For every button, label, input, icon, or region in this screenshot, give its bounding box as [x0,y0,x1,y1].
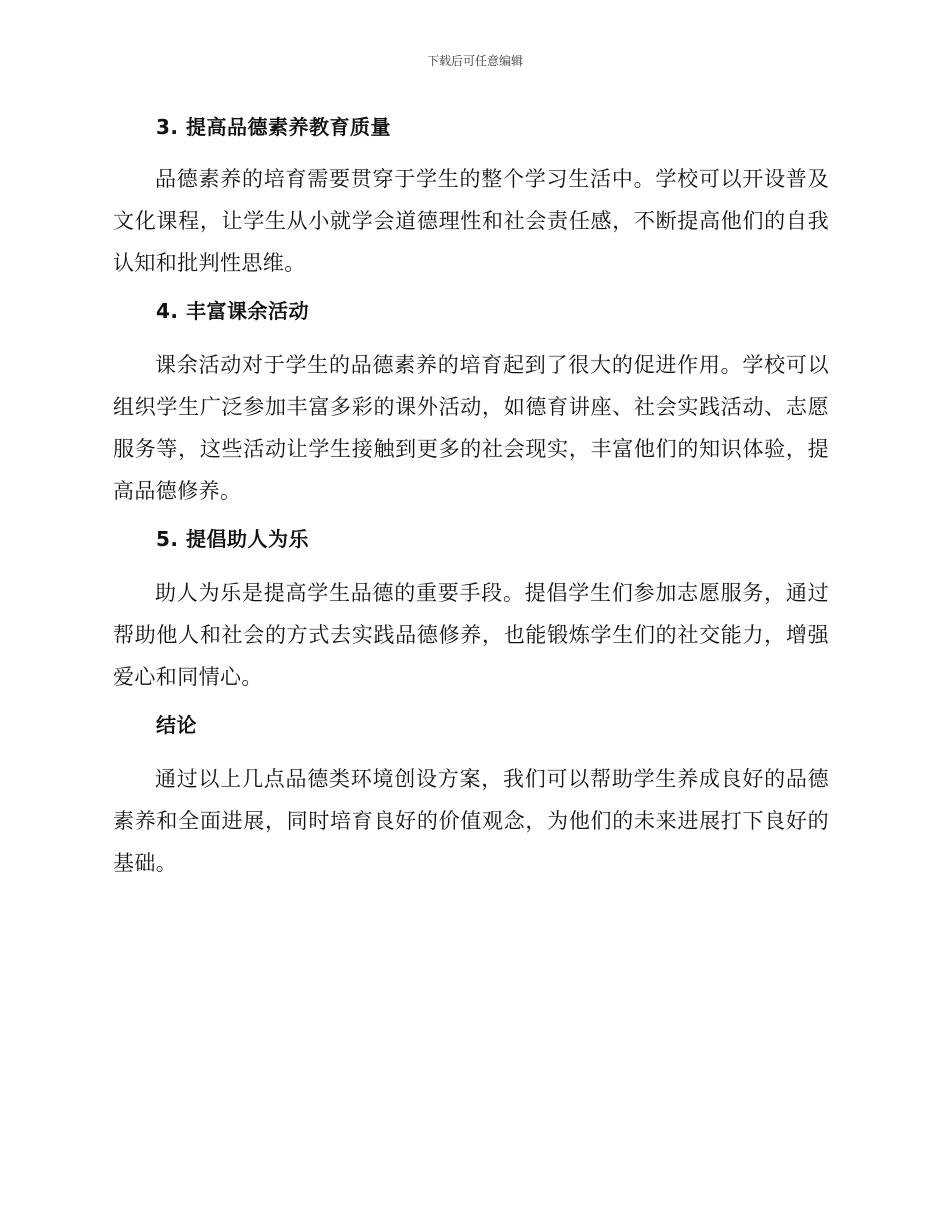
section-heading: 4. 丰富课余活动 [156,299,309,323]
section-paragraph: 课余活动对于学生的品德素养的培育起到了很大的促进作用。学校可以组织学生广泛参加丰富多彩的课外活动，如德育讲座、社会实践活动、志愿服务等，这些活动让学生接触到更多的社会现实，丰富他们的知识体验，提高品德修养。 [113,353,829,503]
section-improve-moral-education [113,110,829,284]
document-body [113,110,829,884]
section-heading: 5. 提倡助人为乐 [156,527,309,551]
section-heading: 结论 [156,713,197,737]
section-helping-others [113,522,829,698]
section-enrich-activities [113,294,829,512]
section-paragraph: 品德素养的培育需要贯穿于学生的整个学习生活中。学校可以开设普及文化课程，让学生从小就学会道德理性和社会责任感，不断提高他们的自我认知和批判性思维。 [113,167,829,275]
section-conclusion [113,708,829,884]
section-heading: 3. 提高品德素养教育质量 [156,115,391,139]
section-paragraph: 通过以上几点品德类环境创设方案，我们可以帮助学生养成良好的品德素养和全面进展，同时培育良好的价值观念，为他们的未来进展打下良好的基础。 [113,767,829,875]
page-header: 下载后可任意编辑 [426,54,523,68]
section-paragraph: 助人为乐是提高学生品德的重要手段。提倡学生们参加志愿服务，通过帮助他人和社会的方式去实践品德修养，也能锻炼学生们的社交能力，增强爱心和同情心。 [113,581,829,689]
